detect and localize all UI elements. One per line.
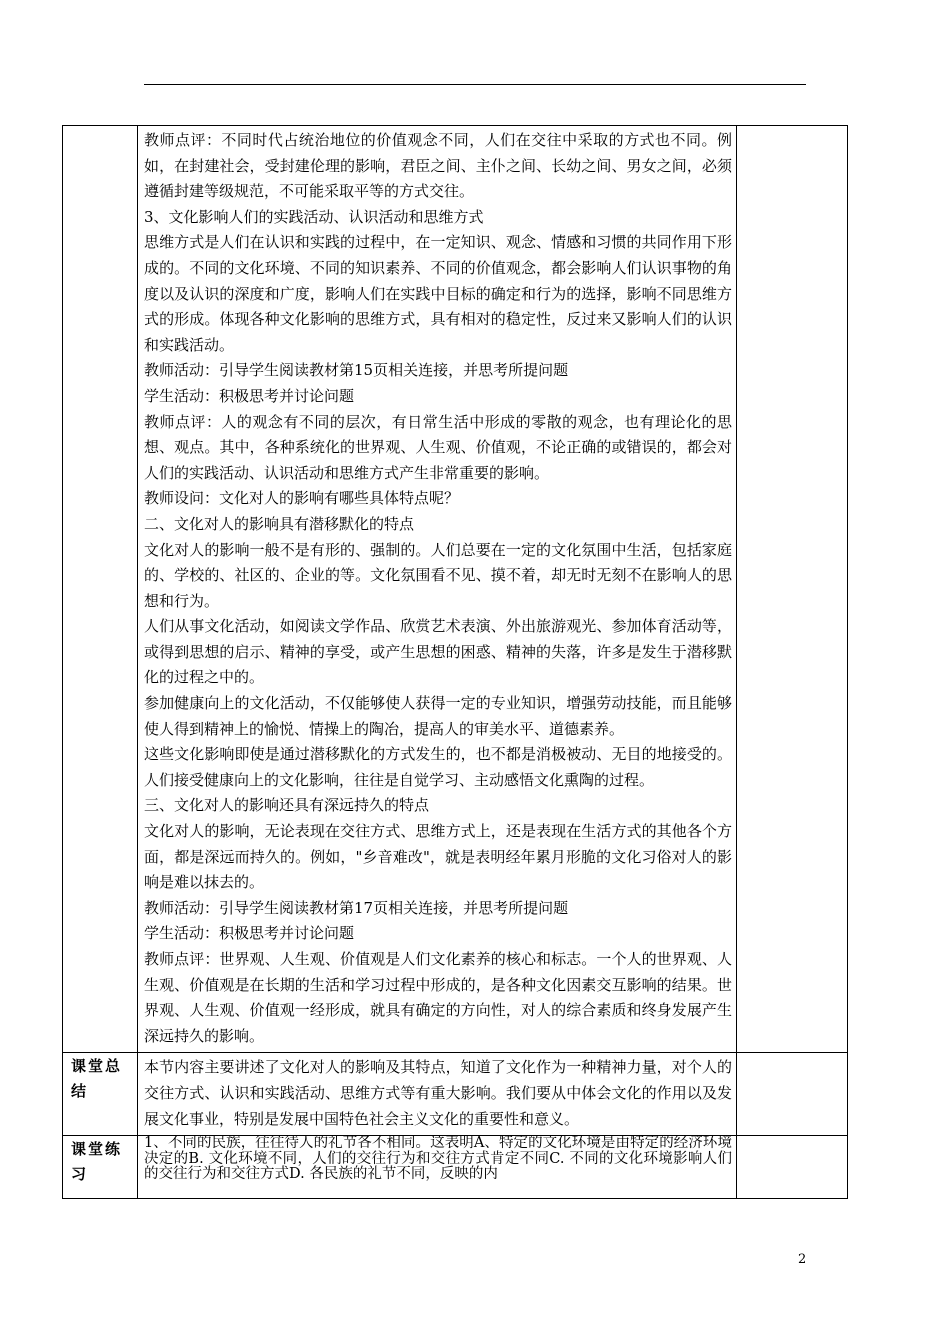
paragraph: 文化对人的影响一般不是有形的、强制的。人们总要在一定的文化氛围中生活，包括家庭的、学校的、社区的、企业的等。文化氛围看不见、摸不着，却无时无刻不在影响人的思想和行为。 [144,540,732,610]
paragraph: 人们从事文化活动，如阅读文学作品、欣赏艺术表演、外出旅游观光、参加体育活动等，或得到思想的启示、精神的享受，或产生思想的困惑、精神的失落，许多是发生于潜移默化的过程之中的。 [144,617,732,687]
paragraph: 三、文化对人的影响还具有深远持久的特点 [144,796,430,815]
table-row-main [63,126,848,1053]
table-row-summary [63,1053,848,1136]
paragraph: 教师点评：世界观、人生观、价值观是人们文化素养的核心和标志。一个人的世界观、人生观、价值观是在长期的生活和学习过程中形成的，是各种文化因素交互影响的结果。世界观、人生观、价值观一经形成，就具有确定的方向性，对人的综合素质和终身发展产生深远持久的影响。 [144,950,732,1045]
notes-cell [737,126,848,1053]
exercise-clip [138,1136,736,1198]
paragraph: 学生活动：积极思考并讨论问题 [144,386,355,405]
summary-label-cell [63,1053,138,1136]
paragraph: 教师点评：不同时代占统治地位的价值观念不同，人们在交往中采取的方式也不同。例如，在封建社会，受封建伦理的影响，君臣之间、主仆之间、长幼之间、男女之间，必须遵循封建等级规范，不可能采取平等的方式交往。 [144,131,732,201]
notes-cell [737,1136,848,1199]
exercise-text: 1、不同的民族，往往待人的礼节各不相同。这表明A、特定的文化环境是由特定的经济环境决定的B. 文化环境不同，人们的交往行为和交往方式肯定不同C. 不同的文化环境影响人们的交往行为和交往方式D. 各民族的礼节不同，反映的内 [144,1136,732,1183]
summary-label: 课堂总结 [71,1057,123,1101]
paragraph: 3、文化影响人们的实践活动、认识活动和思维方式 [144,207,484,226]
summary-text: 本节内容主要讲述了文化对人的影响及其特点，知道了文化作为一种精神力量，对个人的交往方式、认识和实践活动、思维方式等有重大影响。我们要从中体会文化的作用以及发展文化事业，特别是发展中国特色社会主义文化的重要性和意义。 [144,1058,732,1128]
exercise-content-cell [138,1136,737,1199]
paragraph: 二、文化对人的影响具有潜移默化的特点 [144,514,415,533]
main-content [138,126,736,1052]
page-number: 2 [798,1252,807,1267]
paragraph: 思维方式是人们在认识和实践的过程中，在一定知识、观念、情感和习惯的共同作用下形成的。不同的文化环境、不同的知识素养、不同的价值观念，都会影响人们认识事物的角度以及认识的深度和广度，影响人们在实践中目标的确定和行为的选择，影响不同思维方式的形成。体现各种文化影响的思维方式，具有相对的稳定性，反过来又影响人们的认识和实践活动。 [144,233,732,354]
paragraph: 教师设问：文化对人的影响有哪些具体特点呢？ [144,489,460,508]
header-rule [144,84,806,85]
table-row-exercise [63,1136,848,1199]
paragraph: 学生活动：积极思考并讨论问题 [144,924,355,943]
paragraph: 这些文化影响即使是通过潜移默化的方式发生的，也不都是消极被动、无目的地接受的。人们接受健康向上的文化影响，往往是自觉学习、主动感悟文化熏陶的过程。 [144,745,732,789]
notes-cell [737,1053,848,1136]
exercise-label-cell [63,1136,138,1199]
exercise-label: 课堂练习 [71,1140,123,1184]
lesson-table [62,125,848,1199]
label-cell-empty [63,126,138,1053]
main-content-cell [138,126,737,1053]
paragraph: 文化对人的影响，无论表现在交往方式、思维方式上，还是表现在生活方式的其他各个方面，都是深远而持久的。例如，"乡音难改"，就是表明经年累月形脆的文化习俗对人的影响是难以抹去的。 [144,822,732,892]
paragraph: 参加健康向上的文化活动，不仅能够使人获得一定的专业知识，增强劳动技能，而且能够使人得到精神上的愉悦、情操上的陶冶，提高人的审美水平、道德素养。 [144,694,732,738]
summary-content-cell [138,1053,737,1136]
paragraph: 教师点评：人的观念有不同的层次，有日常生活中形成的零散的观念，也有理论化的思想、观点。其中，各种系统化的世界观、人生观、价值观，不论正确的或错误的，都会对人们的实践活动、认识活动和思维方式产生非常重要的影响。 [144,412,732,482]
paragraph: 教师活动：引导学生阅读教材第17页相关连接，并思考所提问题 [144,898,569,917]
paragraph: 教师活动：引导学生阅读教材第15页相关连接，并思考所提问题 [144,361,569,380]
